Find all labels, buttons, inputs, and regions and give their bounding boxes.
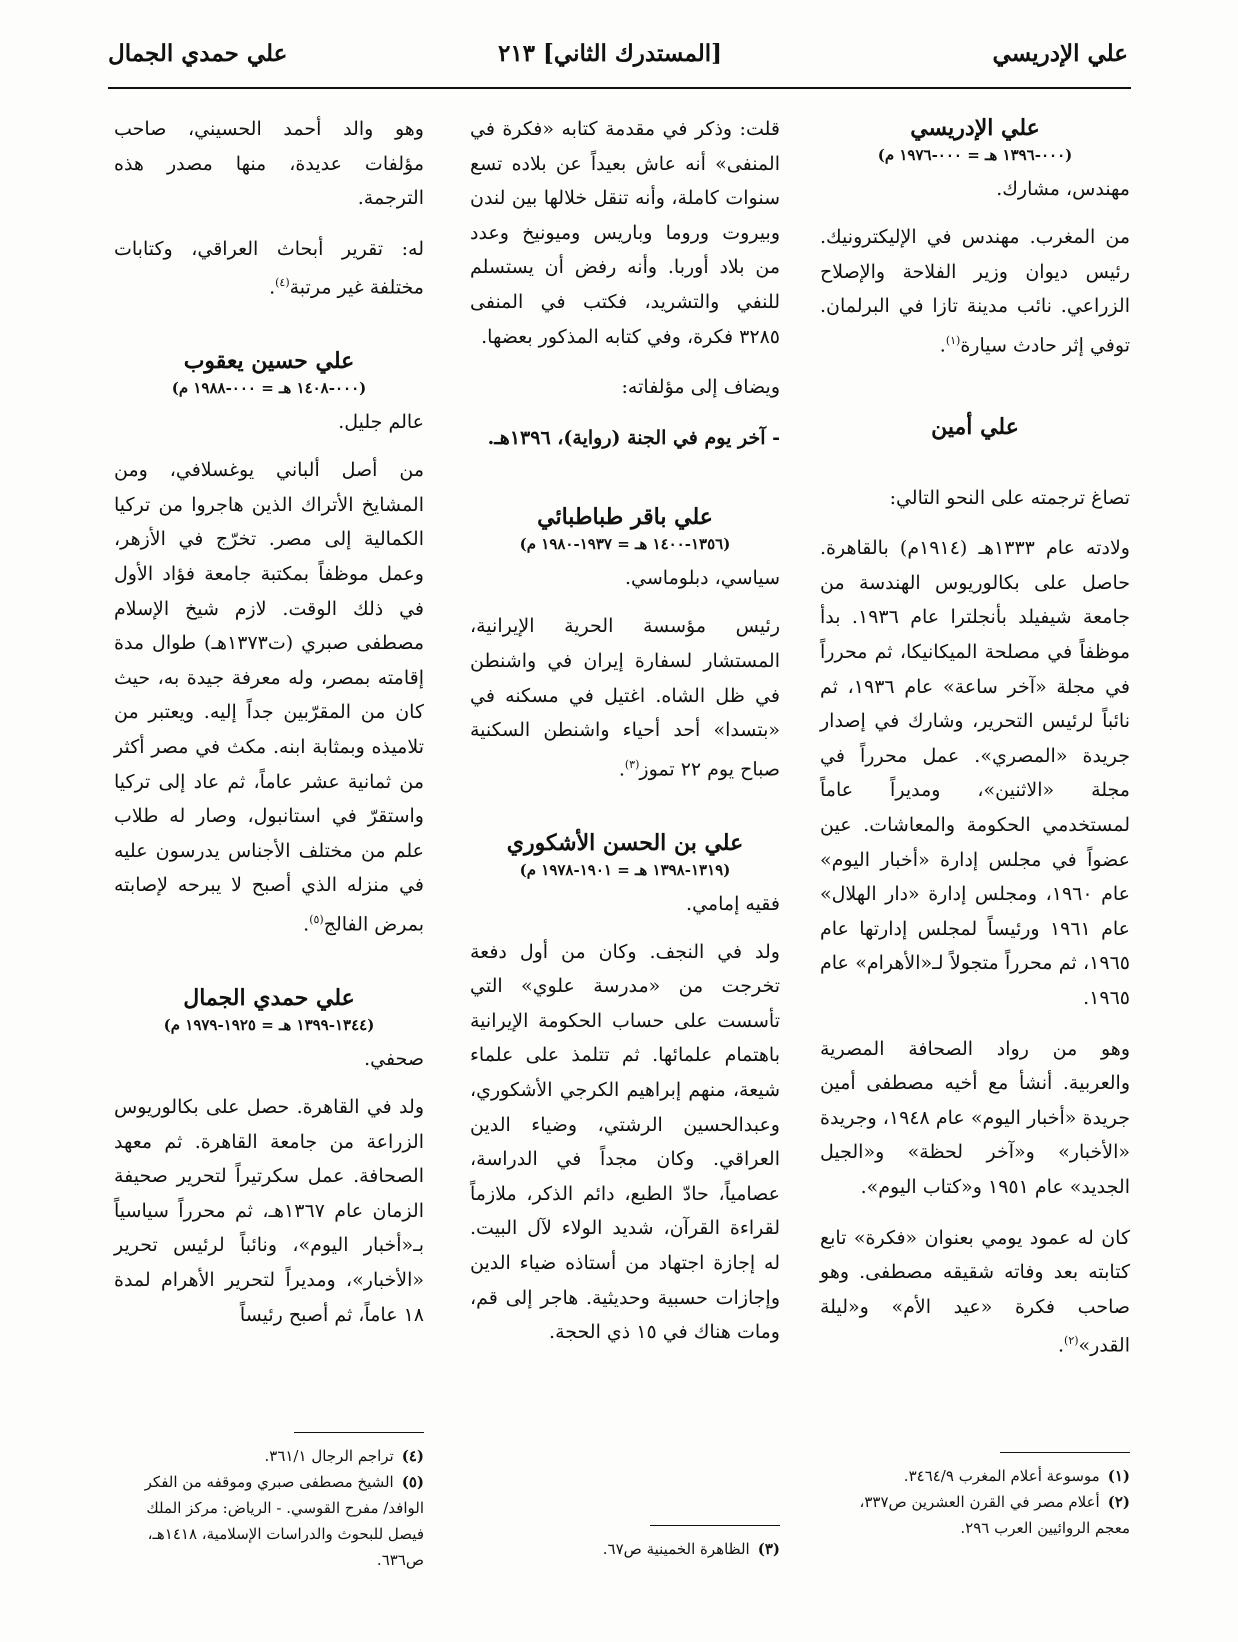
entry-paragraph: وهو من رواد الصحافة المصرية والعربية. أنشأ مع أخيه مصطفى أمين جريدة «أخبار اليوم» عام ١٩٤٨، وجريدة «الأخبار» و«آخر لحظة» و«الجيل الجديد» عام ١٩٥١ و«كتاب اليوم». xyxy=(820,1037,1131,1198)
entry-continuation xyxy=(470,112,780,455)
footnotes-left xyxy=(114,1432,424,1573)
footnote-ref[interactable]: (٢) xyxy=(1064,1334,1079,1348)
footnote-ref[interactable]: (٥) xyxy=(309,913,324,927)
entry-paragraph: من أصل ألباني يوغسلافي، ومن المشايخ الأتراك الذين هاجروا من تركيا الكمالية إلى مصر. تخرّج في الأزهر، وعمل موظفاً بمكتبة جامعة فؤاد الأول في ذلك الوقت. لازم شيخ الإسلام مصطفى صبري (ت١٣٧٣هـ) طوال مدة إقامته بمصر، وله معرفة جيدة به، حيث كان من المقرّبين جداً إليه. ويعتبر من تلاميذه وبمثابة ابنه. مكث في مصر أكثر من ثمانية عشر عاماً، ثم عاد إلى تركيا واستقرّ في استانبول، وصار له طلاب علم من مختلف الأجناس يدرسون عليه في منزله الذي أصبح لا يبرحه لإصابته بمرض الفالج$^{(٥)}$. xyxy=(114,459,424,936)
entry-paragraph: من المغرب. مهندس في الإليكترونيك. رئيس ديوان وزير الفلاحة والإصلاح الزراعي. نائب مدينة تازا في البرلمان. توفي إثر حادث سيارة$^{(١)}$. xyxy=(820,226,1130,357)
entry-dates: (١٣٥٦-١٤٠٠ هـ = ١٩٣٧-١٩٨٠ م) xyxy=(519,535,731,554)
column-left xyxy=(114,112,424,1360)
entry-dates: (١٣٤٤-١٣٩٩ هـ = ١٩٢٥-١٩٧٩ م) xyxy=(163,1015,375,1034)
footnote: (٣)الظاهرة الخمينية ص٦٧. xyxy=(602,1540,780,1558)
entry-description: عالم جليل. xyxy=(338,411,424,434)
footnote-rule xyxy=(1000,1452,1130,1453)
running-header-center: [المستدرك الثاني] ٢١٣ xyxy=(497,40,723,67)
entry-ali-idrisi xyxy=(820,112,1130,363)
entry-ali-ashkouri xyxy=(470,827,780,1350)
entry-title: علي الإدريسي xyxy=(910,115,1040,141)
entry-title: علي باقر طباطبائي xyxy=(537,504,713,531)
entry-title: علي أمين xyxy=(931,413,1019,440)
footnote: (١)موسوعة أعلام المغرب ٣٤٦٤/٩. xyxy=(903,1467,1130,1485)
entry-paragraph: رئيس مؤسسة الحرية الإيرانية، المستشار لسفارة إيران في واشنطن في ظل الشاه. اغتيل في مسكنه في «بتسدا» أحد أحياء واشنطن السكنية صباح يوم ٢٢ تموز$^{(٣)}$. xyxy=(470,615,780,781)
entry-dates: (٠٠٠-١٣٩٦ هـ = ٠٠٠-١٩٧٦ م) xyxy=(877,146,1073,164)
entry-description: سياسي، دبلوماسي. xyxy=(625,567,780,590)
entry-paragraph: وهو والد أحمد الحسيني، صاحب مؤلفات عديدة، منها مصدر هذه الترجمة. xyxy=(114,118,424,210)
entry-title: علي حسين يعقوب xyxy=(183,348,355,375)
entry-description: مهندس، مشارك. xyxy=(996,178,1130,200)
entry-paragraph: قلت: وذكر في مقدمة كتابه «فكرة في المنفى» أنه عاش بعيداً عن بلاده تسع سنوات كاملة، وأنه تنقل خلالها بين لندن وبيروت وروما وباريس وميونيخ وعدد من بلاد أوربا. وأنه رفض أن يستسلم للنفي والتشريد، فكتب في المنفى ٣٢٨٥ فكرة، وفي كتابه المذكور بعضها. xyxy=(470,118,780,348)
header-rule xyxy=(108,87,1131,89)
entry-dates: (١٣١٩-١٣٩٨ هـ = ١٩٠١-١٩٧٨ م) xyxy=(519,860,731,879)
entry-ali-hamdi-gamal xyxy=(114,982,424,1332)
entry-description: فقيه إمامي. xyxy=(686,892,780,915)
entry-continuation xyxy=(114,112,424,305)
entry-title: علي بن الحسن الأشكوري xyxy=(506,829,744,856)
entry-paragraph: ولد في النجف. وكان من أول دفعة تخرجت من «مدرسة علوي» التي تأسست على حساب الحكومة الإيرانية باهتمام علمائها. ثم تتلمذ على علماء شيعة، منهم إبراهيم الكرجي الأشكوري، وعبدالحسين الرشتي، وضياء الدين العراقي. وكان مجداً في الدراسة، عصامياً، حادّ الطبع، دائم الذكر، ملازماً لقراءة القرآن، شديد الولاء لآل البيت. له إجازة اجتهاد من أستاذه ضياء الدين وإجازات حسبية وحديثية. هاجر إلى قم، ومات هناك في ١٥ ذي الحجة. xyxy=(470,940,780,1344)
running-header-left: علي حمدي الجمال xyxy=(108,40,288,67)
footnote-rule xyxy=(294,1432,424,1433)
footnotes-middle xyxy=(470,1525,780,1562)
entry-paragraph: ويضاف إلى مؤلفاته: xyxy=(621,376,780,399)
entry-ali-hussein-yaqub xyxy=(114,345,424,942)
footnote: (٥)الشيخ مصطفى صبري وموقفه من الفكر الوافد/ مفرح القوسي. - الرياض: مركز الملك فيصل للبحوث والدراسات الإسلامية، ١٤١٨هـ، ص٦٣٦. xyxy=(144,1473,424,1569)
entry-paragraph: له: تقرير أبحاث العراقي، وكتابات مختلفة غير مرتبة$^{(٤)}$. xyxy=(114,237,424,299)
entry-paragraph: - آخر يوم في الجنة (رواية)، ١٣٩٦هـ. xyxy=(487,426,780,449)
footnote: (٤)تراجم الرجال ٣٦١/١. xyxy=(264,1447,424,1465)
entry-paragraph: ولد في القاهرة. حصل على بكالوريوس الزراعة من جامعة القاهرة. ثم معهد الصحافة. عمل سكرتيراً لتحرير صحيفة الزمان عام ١٣٦٧هـ، ثم محرراً سياسياً بـ«أخبار اليوم»، ونائباً لرئيس تحرير «الأخبار»، ومديراً لتحرير الأهرام لمدة ١٨ عاماً، ثم أصبح رئيساً xyxy=(114,1095,424,1326)
footnotes-right xyxy=(820,1452,1130,1541)
running-header-right: علي الإدريسي xyxy=(992,40,1128,67)
column-middle xyxy=(470,112,780,1378)
entry-dates: (٠٠٠-١٤٠٨ هـ = ٠٠٠-١٩٨٨ م) xyxy=(171,379,367,398)
entry-ali-baqir-tabatabai xyxy=(470,501,780,786)
entry-title: علي حمدي الجمال xyxy=(183,984,355,1011)
entry-paragraph: ولادته عام ١٣٣٣هـ (١٩١٤م) بالقاهرة. حاصل على بكالوريوس الهندسة من جامعة شيفيلد بأنجلترا عام ١٩٣٦. بدأ موظفاً في مصلحة الميكانيكا، ثم محرراً في مجلة «آخر ساعة» عام ١٩٣٦، ثم نائباً لرئيس التحرير، وشارك في إصدار جريدة «المصري». عمل محرراً في مجلة «الاثنين»، ومديراً عاماً لمستخدمي الحكومة والمعاشات. عين عضواً في مجلس إدارة «أخبار اليوم» عام ١٩٦٠، ومجلس إدارة «دار الهلال» عام ١٩٦١ ورئيساً لمجلس إدارتها عام ١٩٦٥، ثم محرراً متجولاً لـ«الأهرام» عام ١٩٦٥. xyxy=(820,537,1131,1010)
footnote-ref[interactable]: (٤) xyxy=(275,276,290,290)
entry-paragraph: كان له عمود يومي بعنوان «فكرة» تابع كتابته بعد وفاته شقيقه مصطفى. وهو صاحب فكرة «عيد الأم» و«ليلة القدر»$^{(٢)}$. xyxy=(820,1226,1130,1357)
entry-description: صحفي. xyxy=(364,1047,424,1070)
entry-ali-amin xyxy=(820,411,1130,1364)
footnote-ref[interactable]: (٣) xyxy=(624,757,640,771)
footnote: (٢)أعلام مصر في القرن العشرين ص٣٣٧، معجم الروائيين العرب ٢٩٦. xyxy=(859,1493,1130,1537)
entry-paragraph: تصاغ ترجمته على النحو التالي: xyxy=(889,486,1130,509)
footnote-ref[interactable]: (١) xyxy=(945,333,961,347)
footnote-rule xyxy=(650,1525,780,1526)
column-right xyxy=(820,112,1130,1391)
